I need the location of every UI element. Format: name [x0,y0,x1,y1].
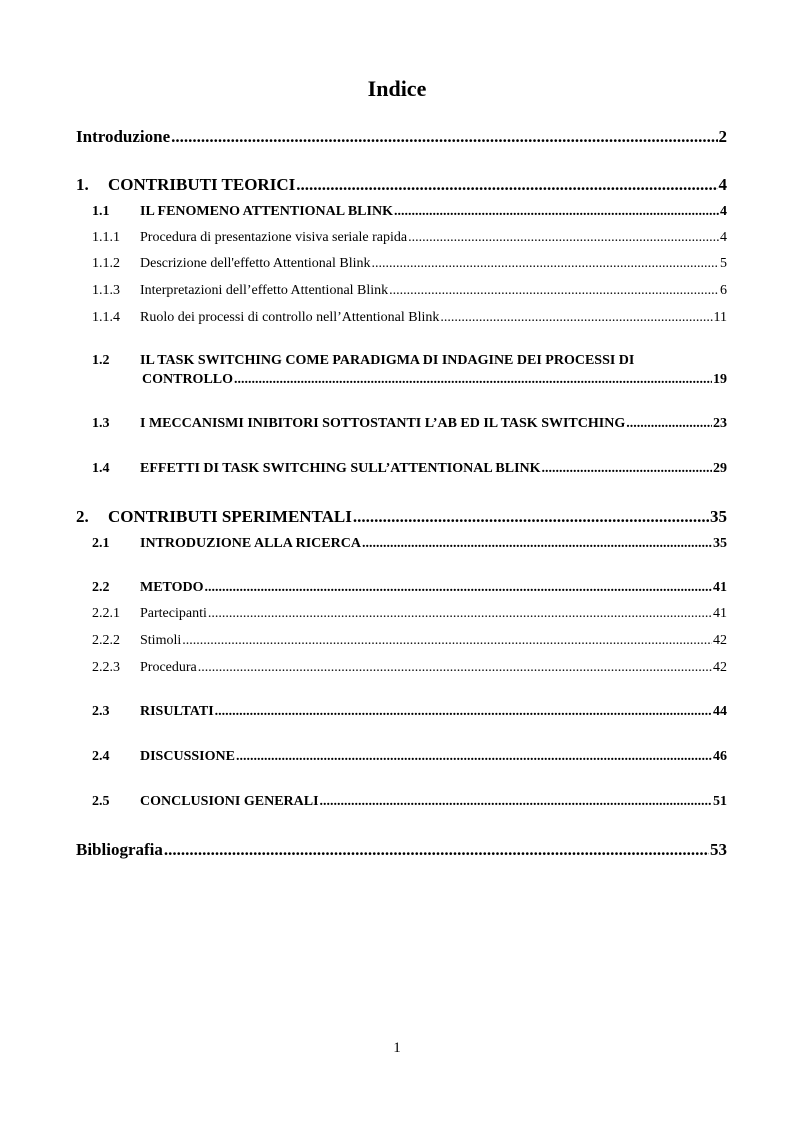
toc-entry-page: 23 [713,416,727,431]
toc-entry-bibliografia[interactable] [76,840,727,860]
toc-entry-page: 5 [720,256,727,271]
toc-leader-dots [236,749,712,765]
toc-entry-page: 41 [713,606,727,621]
toc-entry-text: METODO [140,580,204,595]
toc-entry-number: 1. [76,175,89,194]
toc-entry-page: 2 [718,127,727,146]
toc-leader-dots [389,283,719,299]
toc-entry-number: 2.4 [92,749,110,764]
toc-entry-number: 2.3 [92,704,110,719]
toc-entry-number: 2.2 [92,580,110,595]
toc-leader-dots [362,536,712,552]
toc-entry-page: 41 [713,580,727,595]
toc-entry-text: Procedura di presentazione visiva seriale rapida [140,230,408,245]
toc-entry-text: DISCUSSIONE [140,749,235,764]
toc-entry-text: Interpretazioni dell’effetto Attentional Blink [140,283,389,298]
toc-entry-2-4[interactable] [92,749,727,765]
toc-entry-text: Ruolo dei processi di controllo nell’Attentional Blink [140,310,440,325]
toc-entry-1-1-4[interactable] [92,310,727,326]
toc-entry-introduzione[interactable] [76,127,727,147]
toc-leader-dots [320,794,712,810]
toc-leader-dots [205,580,712,596]
toc-entry-number: 1.1.2 [92,256,120,271]
toc-leader-dots [394,204,719,220]
toc-entry-page: 4 [720,204,727,219]
toc-entry-1-3[interactable] [92,416,727,432]
toc-leader-dots [164,840,709,860]
page-title: Indice [367,76,427,101]
toc-entry-number: 1.1.4 [92,310,120,325]
toc-leader-dots [215,704,712,720]
toc-entry-1-4[interactable] [92,461,727,477]
toc-entry-2-2[interactable] [92,580,727,596]
toc-entry-text: CONTRIBUTI SPERIMENTALI [108,507,352,526]
toc-entry-2-2-3[interactable] [92,660,727,676]
toc-entry-number: 1.1 [92,204,110,219]
toc-entry-page: 6 [720,283,727,298]
toc-entry-page: 51 [713,794,727,809]
page-number: 1 [393,1040,401,1056]
toc-entry-number: 2.2.3 [92,660,120,675]
toc-entry-number: 2.5 [92,794,110,809]
toc-entry-text: Introduzione [76,127,171,146]
toc-entry-text: Bibliografia [76,840,163,859]
toc-entry-1-1[interactable] [92,204,727,220]
toc-entry-number: 1.2 [92,353,110,368]
toc-entry-page: 53 [710,840,727,859]
toc-entry-text: EFFETTI DI TASK SWITCHING SULL’ATTENTIONAL BLINK [140,461,541,476]
toc-leader-dots [440,310,712,326]
toc-leader-dots [296,175,717,195]
toc-entry-text: RISULTATI [140,704,214,719]
toc-entry-1-1-2[interactable] [92,256,727,272]
toc-entry-1-2[interactable] [142,372,727,388]
toc-entry-page: 19 [713,372,727,387]
toc-entry-text: INTRODUZIONE ALLA RICERCA [140,536,361,551]
toc-entry-chapter-2[interactable] [76,507,727,527]
toc-entry-text: I MECCANISMI INIBITORI SOTTOSTANTI L’AB ED IL TASK SWITCHING [140,416,626,431]
toc-entry-page: 42 [713,633,727,648]
toc-entry-text: Procedura [140,660,197,675]
toc-entry-2-5[interactable] [92,794,727,810]
toc-leader-dots [182,633,712,649]
toc-entry-2-3[interactable] [92,704,727,720]
toc-leader-dots [353,507,709,527]
toc-entry-text: Partecipanti [140,606,207,621]
toc-leader-dots [408,230,719,246]
toc-entry-text: CONTRIBUTI TEORICI [108,175,296,194]
toc-entry-text: CONTROLLO [142,372,234,387]
toc-entry-number: 1.3 [92,416,110,431]
toc-entry-page: 42 [713,660,727,675]
toc-entry-number: 1.4 [92,461,110,476]
toc-entry-number: 2. [76,507,89,526]
toc-entry-text: Stimoli [140,633,182,648]
toc-entry-page: 35 [713,536,727,551]
toc-entry-2-1[interactable] [92,536,727,552]
toc-leader-dots [542,461,712,477]
toc-entry-page: 44 [713,704,727,719]
toc-leader-dots [208,606,712,622]
toc-leader-dots [198,660,712,676]
toc-leader-dots [626,416,712,432]
toc-entry-chapter-1[interactable] [76,175,727,195]
toc-entry-1-1-3[interactable] [92,283,727,299]
toc-entry-page: 29 [713,461,727,476]
toc-entry-number: 2.1 [92,536,110,551]
toc-entry-2-2-1[interactable] [92,606,727,622]
toc-entry-page: 4 [718,175,727,194]
toc-entry-page: 4 [720,230,727,245]
toc-entry-number: 1.1.3 [92,283,120,298]
toc-entry-page: 35 [710,507,727,526]
toc-entry-1-2-first-line[interactable] [92,353,634,369]
toc-entry-text: IL FENOMENO ATTENTIONAL BLINK [140,204,393,219]
toc-entry-text: CONCLUSIONI GENERALI [140,794,319,809]
toc-entry-page: 46 [713,749,727,764]
toc-entry-page: 11 [713,310,727,325]
toc-leader-dots [371,256,719,272]
toc-entry-text: Descrizione dell'effetto Attentional Blink [140,256,371,271]
toc-entry-number: 1.1.1 [92,230,120,245]
toc-entry-number: 2.2.1 [92,606,120,621]
toc-entry-1-1-1[interactable] [92,230,727,246]
toc-entry-2-2-2[interactable] [92,633,727,649]
toc-entry-number: 2.2.2 [92,633,120,648]
toc-entry-text: IL TASK SWITCHING COME PARADIGMA DI INDAGINE DEI PROCESSI DI [140,353,635,368]
toc-leader-dots [171,127,717,147]
toc-leader-dots [234,372,712,388]
